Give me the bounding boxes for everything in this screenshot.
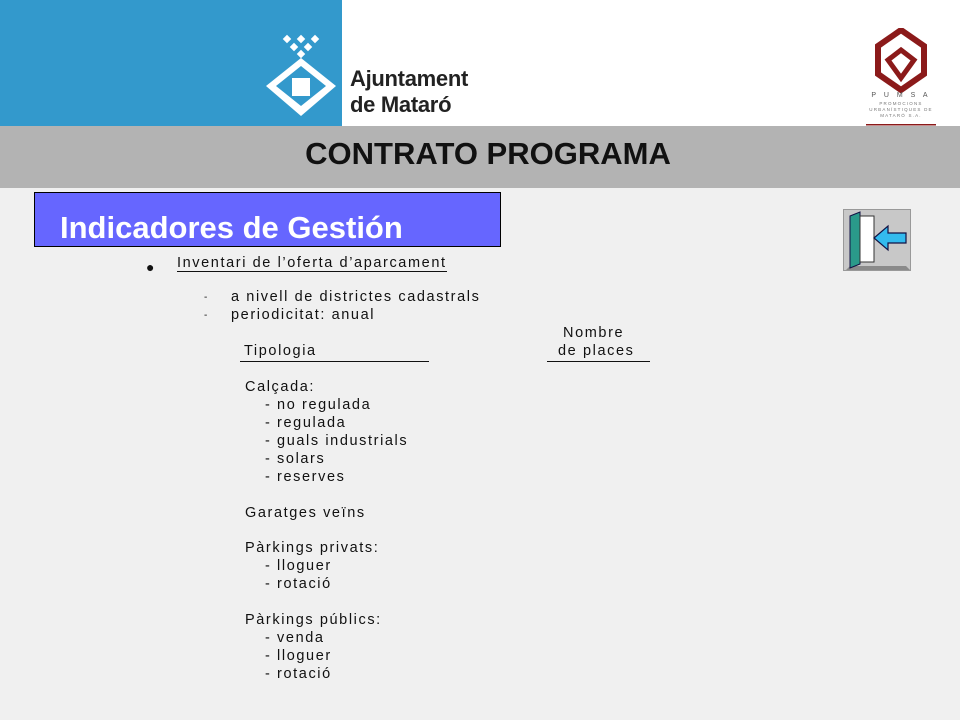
group-item: - no regulada	[265, 397, 372, 413]
org-name-line1: Ajuntament	[350, 66, 469, 91]
group-item: - solars	[265, 451, 326, 467]
bullet-title: Inventari de l’oferta d’aparcament	[177, 255, 447, 271]
dash-marker: -	[204, 310, 208, 321]
pumsa-letters: P U M S A	[871, 92, 931, 99]
group-title: Calçada:	[245, 379, 316, 395]
column-tipologia: Tipologia	[244, 343, 317, 359]
sub-item-1: a nivell de districtes cadastrals	[231, 289, 481, 305]
exit-door-icon	[844, 210, 910, 270]
exit-button[interactable]	[843, 209, 911, 271]
group-title: Garatges veïns	[245, 505, 366, 521]
bullet-dot: ●	[146, 259, 155, 275]
org-name-line2: de Mataró	[350, 92, 452, 117]
group-item: - venda	[265, 630, 325, 646]
column-nombre-line1: Nombre	[563, 325, 625, 341]
page-title: CONTRATO PROGRAMA	[305, 136, 671, 171]
group-item: - lloguer	[265, 648, 332, 664]
group-item: - guals industrials	[265, 433, 409, 449]
group-title: Pàrkings privats:	[245, 540, 380, 556]
pumsa-subtitle: PROMOCIONS URBANÍSTIQUES DE MATARÓ S.A.	[869, 101, 933, 118]
group-title: Pàrkings públics:	[245, 612, 382, 628]
column-nombre-line2: de places	[558, 343, 635, 359]
section-title: Indicadores de Gestión	[60, 210, 403, 245]
column-nombre-underline	[547, 361, 650, 362]
mataro-shield-icon	[264, 34, 338, 116]
group-item: - rotació	[265, 666, 332, 682]
column-tipologia-underline	[240, 361, 429, 362]
group-item: - reserves	[265, 469, 346, 485]
dash-marker: -	[204, 292, 208, 303]
group-item: - regulada	[265, 415, 347, 431]
group-item: - rotació	[265, 576, 332, 592]
sub-item-2: periodicitat: anual	[231, 307, 376, 323]
group-item: - lloguer	[265, 558, 332, 574]
